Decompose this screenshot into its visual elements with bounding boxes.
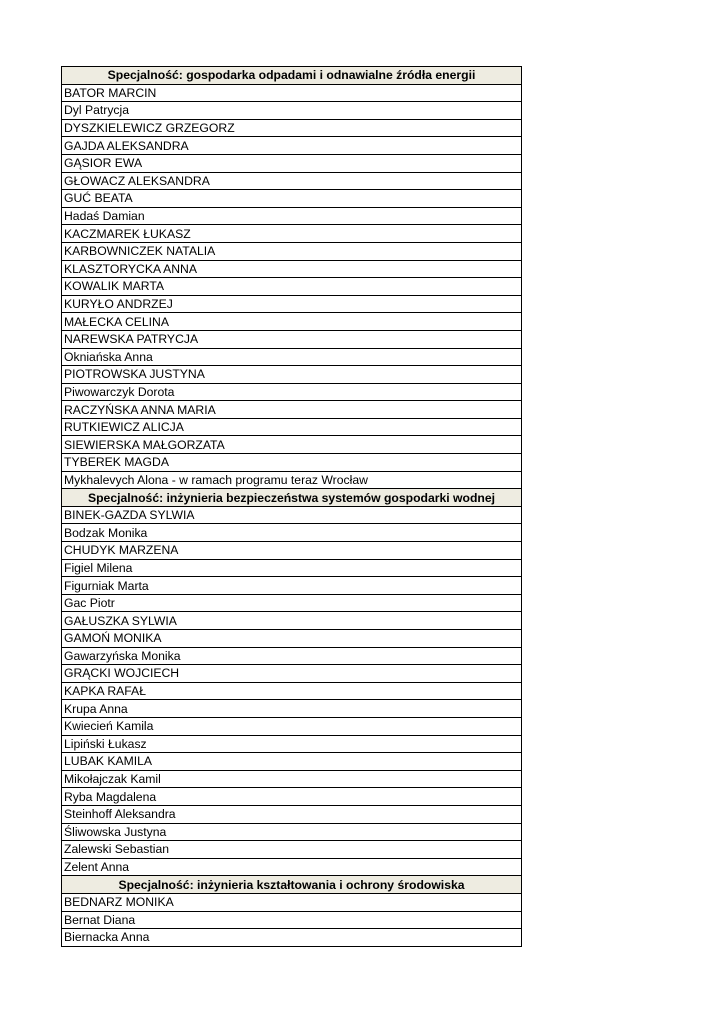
student-row bbox=[62, 612, 522, 630]
student-row bbox=[62, 436, 522, 454]
student-row bbox=[62, 242, 522, 260]
student-name: Bernat Diana bbox=[62, 911, 522, 929]
student-row bbox=[62, 788, 522, 806]
student-row bbox=[62, 929, 522, 947]
student-name: BATOR MARCIN bbox=[62, 84, 522, 102]
student-row bbox=[62, 858, 522, 876]
student-name: DYSZKIELEWICZ GRZEGORZ bbox=[62, 119, 522, 137]
section-header: Specjalność: gospodarka odpadami i odnawialne źródła energii bbox=[62, 67, 522, 85]
student-name: KLASZTORYCKA ANNA bbox=[62, 260, 522, 278]
student-name: GŁOWACZ ALEKSANDRA bbox=[62, 172, 522, 190]
student-row bbox=[62, 717, 522, 735]
student-row bbox=[62, 154, 522, 172]
student-name: GAJDA ALEKSANDRA bbox=[62, 137, 522, 155]
student-name: Zalewski Sebastian bbox=[62, 841, 522, 859]
student-row bbox=[62, 770, 522, 788]
student-name: Kwiecień Kamila bbox=[62, 717, 522, 735]
student-name: Figiel Milena bbox=[62, 559, 522, 577]
student-name: CHUDYK MARZENA bbox=[62, 542, 522, 560]
student-row bbox=[62, 524, 522, 542]
student-name: Śliwowska Justyna bbox=[62, 823, 522, 841]
student-row bbox=[62, 841, 522, 859]
student-row bbox=[62, 700, 522, 718]
student-row bbox=[62, 190, 522, 208]
student-row bbox=[62, 348, 522, 366]
student-row bbox=[62, 207, 522, 225]
student-row bbox=[62, 260, 522, 278]
student-row bbox=[62, 753, 522, 771]
student-name: LUBAK KAMILA bbox=[62, 753, 522, 771]
student-row bbox=[62, 330, 522, 348]
student-name: BEDNARZ MONIKA bbox=[62, 893, 522, 911]
student-row bbox=[62, 805, 522, 823]
student-row bbox=[62, 313, 522, 331]
student-row bbox=[62, 735, 522, 753]
student-list-body bbox=[62, 67, 522, 947]
student-row bbox=[62, 295, 522, 313]
student-name: RUTKIEWICZ ALICJA bbox=[62, 418, 522, 436]
student-name: Krupa Anna bbox=[62, 700, 522, 718]
student-name: RACZYŃSKA ANNA MARIA bbox=[62, 401, 522, 419]
student-name: BINEK-GAZDA SYLWIA bbox=[62, 506, 522, 524]
student-name: Mykhalevych Alona - w ramach programu teraz Wrocław bbox=[62, 471, 522, 489]
student-row bbox=[62, 225, 522, 243]
student-row bbox=[62, 594, 522, 612]
student-row bbox=[62, 647, 522, 665]
section-header: Specjalność: inżynieria kształtowania i ochrony środowiska bbox=[62, 876, 522, 894]
student-name: GUĆ BEATA bbox=[62, 190, 522, 208]
student-row bbox=[62, 630, 522, 648]
student-row bbox=[62, 559, 522, 577]
student-row bbox=[62, 418, 522, 436]
student-row bbox=[62, 506, 522, 524]
student-row bbox=[62, 682, 522, 700]
section-header-row bbox=[62, 876, 522, 894]
student-name: GĄSIOR EWA bbox=[62, 154, 522, 172]
student-name: KAPKA RAFAŁ bbox=[62, 682, 522, 700]
student-name: Gac Piotr bbox=[62, 594, 522, 612]
student-name: Biernacka Anna bbox=[62, 929, 522, 947]
student-name: Dyl Patrycja bbox=[62, 102, 522, 120]
student-row bbox=[62, 893, 522, 911]
student-name: SIEWIERSKA MAŁGORZATA bbox=[62, 436, 522, 454]
student-name: PIOTROWSKA JUSTYNA bbox=[62, 366, 522, 384]
student-row bbox=[62, 911, 522, 929]
student-name: Hadaś Damian bbox=[62, 207, 522, 225]
student-row bbox=[62, 454, 522, 472]
student-name: Piwowarczyk Dorota bbox=[62, 383, 522, 401]
student-name: Lipiński Łukasz bbox=[62, 735, 522, 753]
student-name: KOWALIK MARTA bbox=[62, 278, 522, 296]
student-row bbox=[62, 172, 522, 190]
student-row bbox=[62, 401, 522, 419]
student-name: Zelent Anna bbox=[62, 858, 522, 876]
student-row bbox=[62, 119, 522, 137]
student-row bbox=[62, 278, 522, 296]
student-row bbox=[62, 665, 522, 683]
student-name: KURYŁO ANDRZEJ bbox=[62, 295, 522, 313]
student-name: GAŁUSZKA SYLWIA bbox=[62, 612, 522, 630]
student-row bbox=[62, 84, 522, 102]
section-header-row bbox=[62, 67, 522, 85]
student-name: GAMOŃ MONIKA bbox=[62, 630, 522, 648]
student-row bbox=[62, 542, 522, 560]
section-header-row bbox=[62, 489, 522, 507]
student-row bbox=[62, 137, 522, 155]
student-name: Steinhoff Aleksandra bbox=[62, 805, 522, 823]
student-list-table bbox=[61, 66, 522, 947]
student-name: Figurniak Marta bbox=[62, 577, 522, 595]
student-row bbox=[62, 823, 522, 841]
student-name: Ryba Magdalena bbox=[62, 788, 522, 806]
student-name: TYBEREK MAGDA bbox=[62, 454, 522, 472]
student-name: Bodzak Monika bbox=[62, 524, 522, 542]
student-row bbox=[62, 366, 522, 384]
student-name: GRĄCKI WOJCIECH bbox=[62, 665, 522, 683]
student-name: Okniańska Anna bbox=[62, 348, 522, 366]
student-row bbox=[62, 577, 522, 595]
student-name: KARBOWNICZEK NATALIA bbox=[62, 242, 522, 260]
student-name: Mikołajczak Kamil bbox=[62, 770, 522, 788]
student-name: NAREWSKA PATRYCJA bbox=[62, 330, 522, 348]
student-name: MAŁECKA CELINA bbox=[62, 313, 522, 331]
student-row bbox=[62, 471, 522, 489]
student-name: Gawarzyńska Monika bbox=[62, 647, 522, 665]
student-row bbox=[62, 383, 522, 401]
student-row bbox=[62, 102, 522, 120]
student-name: KACZMAREK ŁUKASZ bbox=[62, 225, 522, 243]
section-header: Specjalność: inżynieria bezpieczeństwa systemów gospodarki wodnej bbox=[62, 489, 522, 507]
